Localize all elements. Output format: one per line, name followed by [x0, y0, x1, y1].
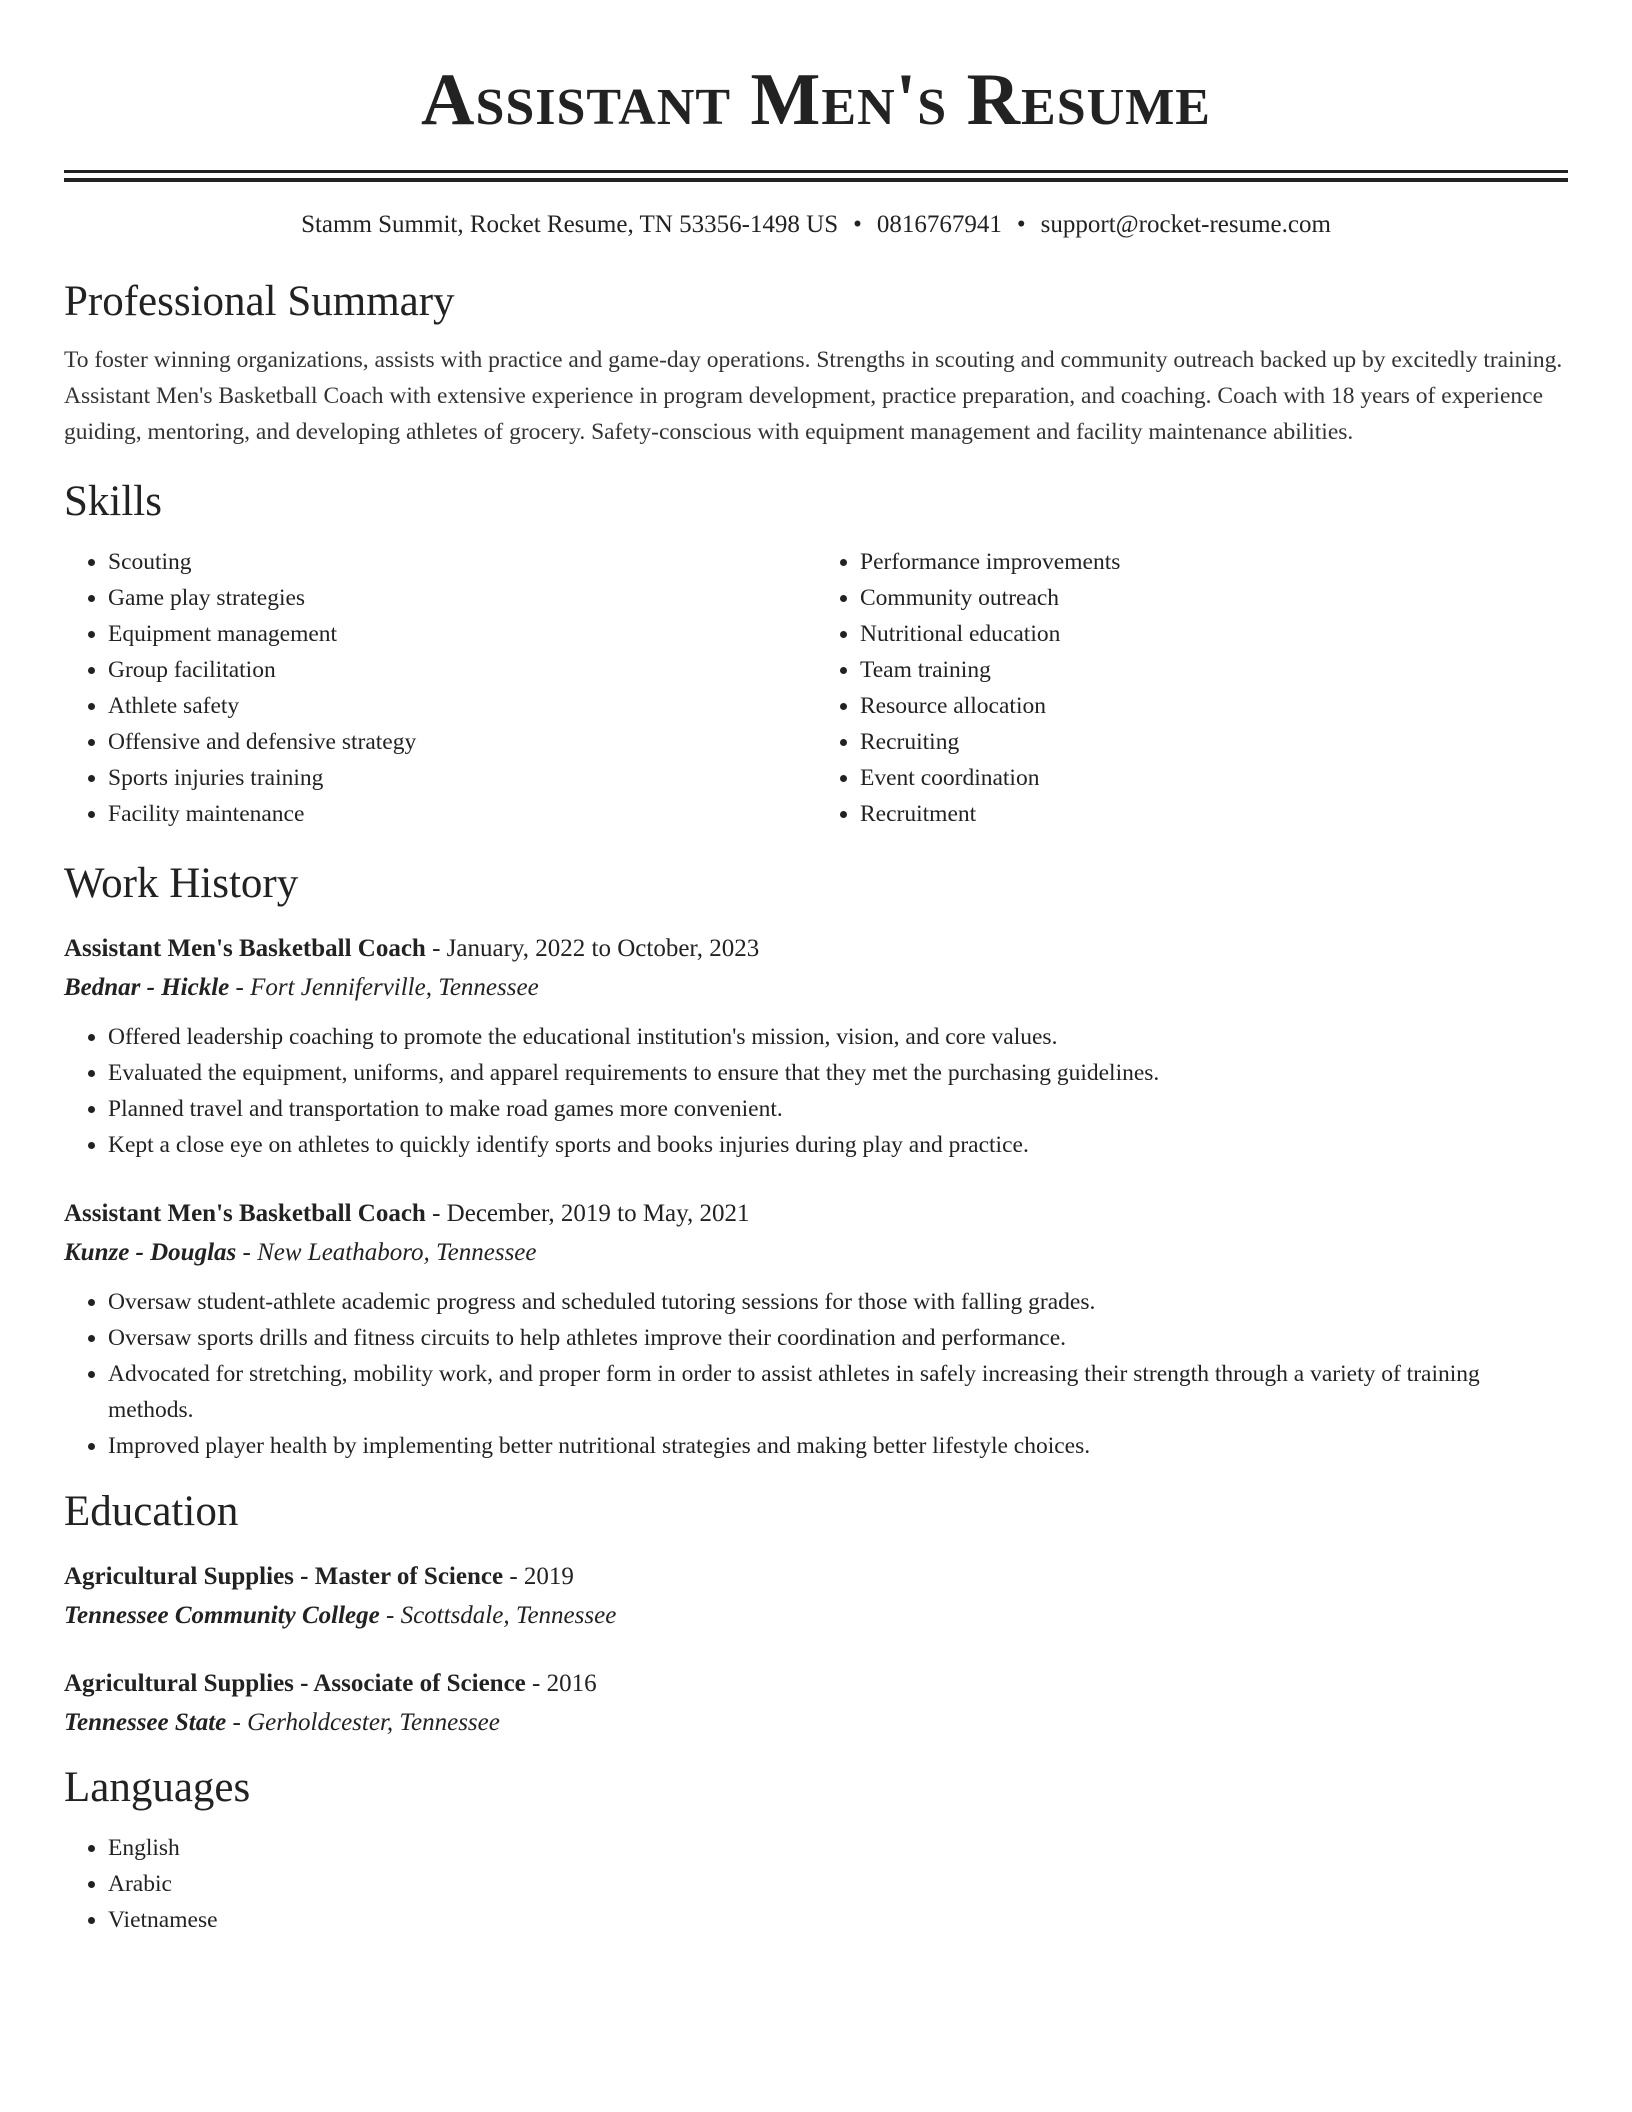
- skill-item: • Group facilitation: [108, 652, 816, 688]
- skill-item: • Game play strategies: [108, 580, 816, 616]
- education-entry: [64, 1667, 1568, 1740]
- job-entry: [64, 1197, 1568, 1464]
- language-item: • Vietnamese: [108, 1902, 1568, 1938]
- education-school: Tennessee Community College: [64, 1602, 380, 1629]
- skills-list-right: [816, 544, 1568, 832]
- job-bullet: • Planned travel and transportation to make road games more convenient.: [108, 1091, 1568, 1127]
- skill-item: • Recruitment: [860, 796, 1568, 832]
- job-location: - New Leathaboro, Tennessee: [236, 1239, 537, 1266]
- contact-address: Stamm Summit, Rocket Resume, TN 53356-1498 US: [301, 211, 839, 238]
- resume-title: Assistant Men's Resume: [421, 59, 1211, 141]
- job-bullets: [64, 1284, 1568, 1464]
- contact-separator: •: [853, 211, 862, 238]
- education-header: [64, 1560, 1568, 1594]
- education-header: [64, 1667, 1568, 1701]
- skill-item: • Scouting: [108, 544, 816, 580]
- language-item: • Arabic: [108, 1866, 1568, 1902]
- skill-item: • Equipment management: [108, 616, 816, 652]
- skill-item: • Facility maintenance: [108, 796, 816, 832]
- education-school: Tennessee State: [64, 1709, 227, 1736]
- work-history-heading: Work History: [64, 860, 299, 907]
- job-header: [64, 932, 1568, 966]
- skill-item: • Nutritional education: [860, 616, 1568, 652]
- skill-item: • Event coordination: [860, 760, 1568, 796]
- education-year: - 2016: [525, 1670, 597, 1697]
- skill-item: • Sports injuries training: [108, 760, 816, 796]
- job-employer: [64, 971, 1568, 1005]
- education-location: - Scottsdale, Tennessee: [379, 1602, 617, 1629]
- job-bullets: [64, 1019, 1568, 1163]
- languages-list: [64, 1830, 1568, 1938]
- skills-columns: [64, 544, 1568, 832]
- education-institution: [64, 1599, 1568, 1633]
- contact-line: [64, 208, 1568, 242]
- education-heading: Education: [64, 1488, 239, 1535]
- languages-heading: Languages: [64, 1764, 251, 1811]
- job-location: - Fort Jenniferville, Tennessee: [229, 974, 539, 1001]
- summary-heading: Professional Summary: [64, 278, 455, 325]
- contact-phone: 0816767941: [876, 211, 1002, 238]
- job-bullet: • Oversaw sports drills and fitness circuits to help athletes improve their coordination and performance.: [108, 1320, 1568, 1356]
- education-year: - 2019: [503, 1563, 574, 1590]
- contact-email: support@rocket-resume.com: [1040, 211, 1331, 238]
- education-institution: [64, 1706, 1568, 1740]
- language-item: • English: [108, 1830, 1568, 1866]
- contact-separator: •: [1016, 211, 1026, 238]
- summary-text: To foster winning organizations, assists with practice and game-day operations. Strengths in scouting and community outreach backed up by excitedly training. Assistant Men's Basketball Coach with extensive experience in program development, practice preparation, and coaching. Coach with 18 years of experience guiding, mentoring, and developing athletes of grocery. Safety-conscious with equipment management and facility maintenance abilities.: [64, 347, 1563, 445]
- job-dates: - January, 2022 to October, 2023: [425, 935, 760, 962]
- skill-item: • Performance improvements: [860, 544, 1568, 580]
- job-bullet: • Kept a close eye on athletes to quickly identify sports and books injuries during play and practice.: [108, 1127, 1568, 1163]
- job-bullet: • Offered leadership coaching to promote the educational institution's mission, vision, and core values.: [108, 1019, 1568, 1055]
- education-location: - Gerholdcester, Tennessee: [226, 1709, 500, 1736]
- skill-item: • Resource allocation: [860, 688, 1568, 724]
- job-bullet: • Improved player health by implementing better nutritional strategies and making better lifestyle choices.: [108, 1428, 1568, 1464]
- education-entry: [64, 1560, 1568, 1633]
- skills-list-left: [64, 544, 816, 832]
- title-divider: [64, 170, 1568, 182]
- job-bullet: • Evaluated the equipment, uniforms, and apparel requirements to ensure that they met the purchasing guidelines.: [108, 1055, 1568, 1091]
- skill-item: • Team training: [860, 652, 1568, 688]
- skills-heading: Skills: [64, 478, 162, 525]
- job-title: Assistant Men's Basketball Coach: [64, 935, 426, 962]
- job-dates: - December, 2019 to May, 2021: [425, 1200, 750, 1227]
- job-bullet: • Advocated for stretching, mobility work, and proper form in order to assist athletes in safely increasing their strength through a variety of training methods.: [108, 1356, 1568, 1428]
- skill-item: • Recruiting: [860, 724, 1568, 760]
- job-company: Kunze - Douglas: [64, 1239, 237, 1266]
- job-title: Assistant Men's Basketball Coach: [64, 1200, 426, 1227]
- education-degree: Agricultural Supplies - Master of Science: [64, 1563, 504, 1590]
- job-header: [64, 1197, 1568, 1231]
- skill-item: • Athlete safety: [108, 688, 816, 724]
- skill-item: • Community outreach: [860, 580, 1568, 616]
- skill-item: • Offensive and defensive strategy: [108, 724, 816, 760]
- job-company: Bednar - Hickle: [64, 974, 230, 1001]
- job-bullet: • Oversaw student-athlete academic progress and scheduled tutoring sessions for those with falling grades.: [108, 1284, 1568, 1320]
- job-employer: [64, 1236, 1568, 1270]
- job-entry: [64, 932, 1568, 1163]
- education-degree: Agricultural Supplies - Associate of Science: [64, 1670, 526, 1697]
